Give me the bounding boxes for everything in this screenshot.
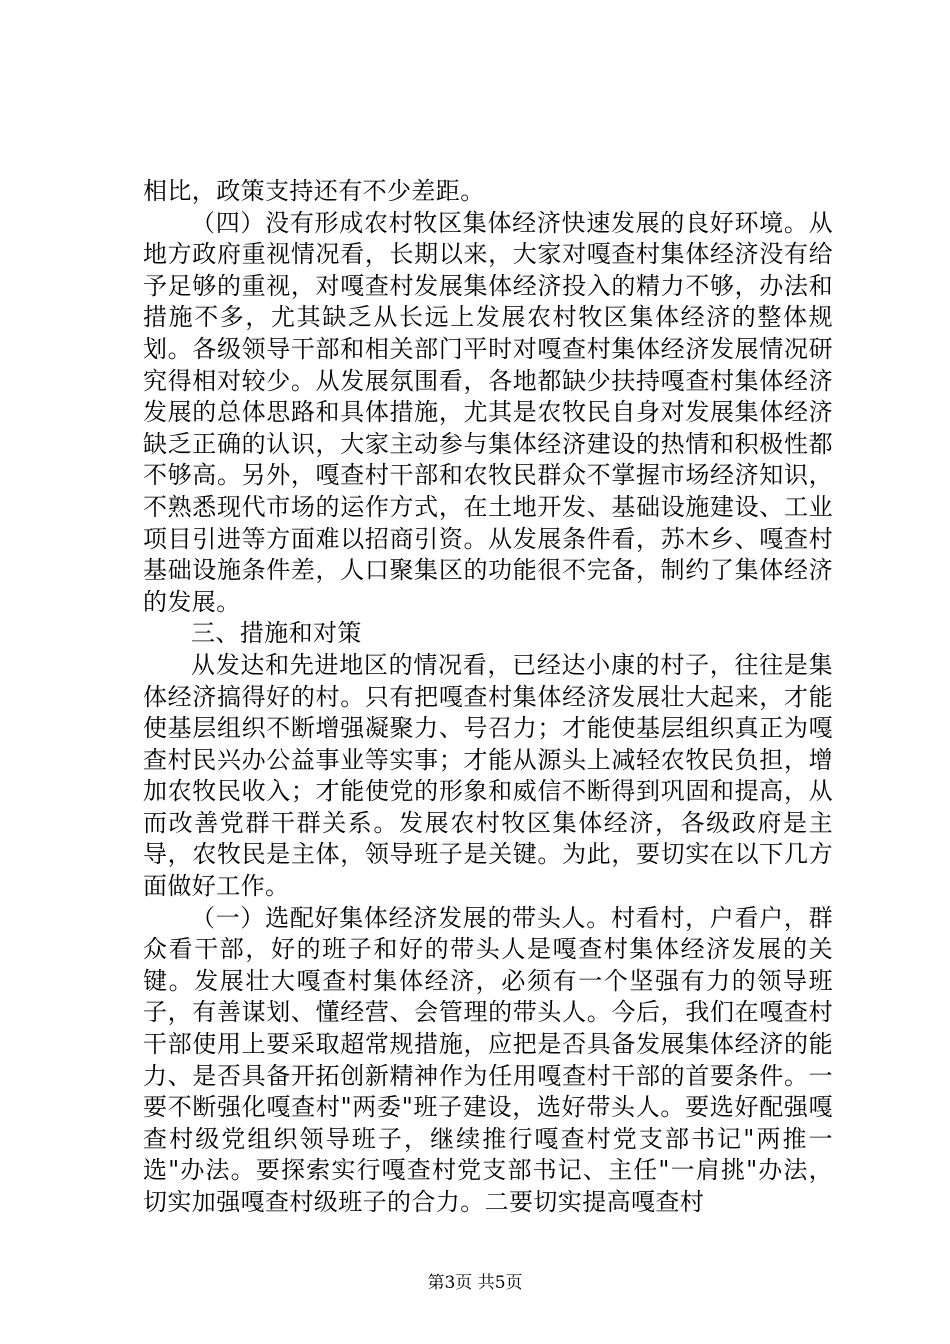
paragraph-1: 相比，政策支持还有不少差距。: [143, 177, 485, 205]
paragraph-4: （一）选配好集体经济发展的带头人。村看村，户看户，群众看干部，好的班子和好的带头人是嘎查村集体经济发展的关键。发展壮大嘎查村集体经济，必须有一个坚强有力的领导班子，有善谋划、懂经营、会管理的带头人。今后，我们在嘎查村干部使用上要采取超常规措施，应把是否具备发展集体经济的能力、是否具备开拓创新精神作为任用嘎查村干部的首要条件。一要不断强化嘎查村"两委"班子建设，选好带头人。要选好配强嘎查村级党组织领导班子，继续推行嘎查村党支部书记"两推一选"办法。要探索实行嘎查村党支部书记、主任"一肩挑"办法，切实加强嘎查村级班子的合力。二要切实提高嘎查村: [143, 903, 833, 1216]
paragraph-3: 从发达和先进地区的情况看，已经达小康的村子，往往是集体经济搞得好的村。只有把嘎查村集体经济发展壮大起来，才能使基层组织不断增强凝聚力、号召力；才能使基层组织真正为嘎查村民兴办公益事业等实事；才能从源头上减轻农牧民负担，增加农牧民收入；才能使党的形象和威信不断得到巩固和提高，从而改善党群干群关系。发展农村牧区集体经济，各级政府是主导，农牧民是主体，领导班子是关键。为此，要切实在以下几方面做好工作。: [143, 650, 833, 901]
document-body: [143, 176, 833, 1219]
paragraph-2: （四）没有形成农村牧区集体经济快速发展的良好环境。从地方政府重视情况看，长期以来，大家对嘎查村集体经济没有给予足够的重视，对嘎查村发展集体经济投入的精力不够，办法和措施不多，尤其缺乏从长远上发展农村牧区集体经济的整体规划。各级领导干部和相关部门平时对嘎查村集体经济发展情况研究得相对较少。从发展氛围看，各地都缺少扶持嘎查村集体经济发展的总体思路和具体措施，尤其是农牧民自身对发展集体经济缺乏正确的认识，大家主动参与集体经济建设的热情和积极性都不够高。另外，嘎查村干部和农牧民群众不掌握市场经济知识，不熟悉现代市场的运作方式，在土地开发、基础设施建设、工业项目引进等方面难以招商引资。从发展条件看，苏木乡、嘎查村基础设施条件差，人口聚集区的功能很不完备，制约了集体经济的发展。: [143, 208, 833, 616]
page-number-footer: 第3页 共5页: [427, 1273, 523, 1293]
section-heading: 三、措施和对策: [191, 619, 362, 648]
